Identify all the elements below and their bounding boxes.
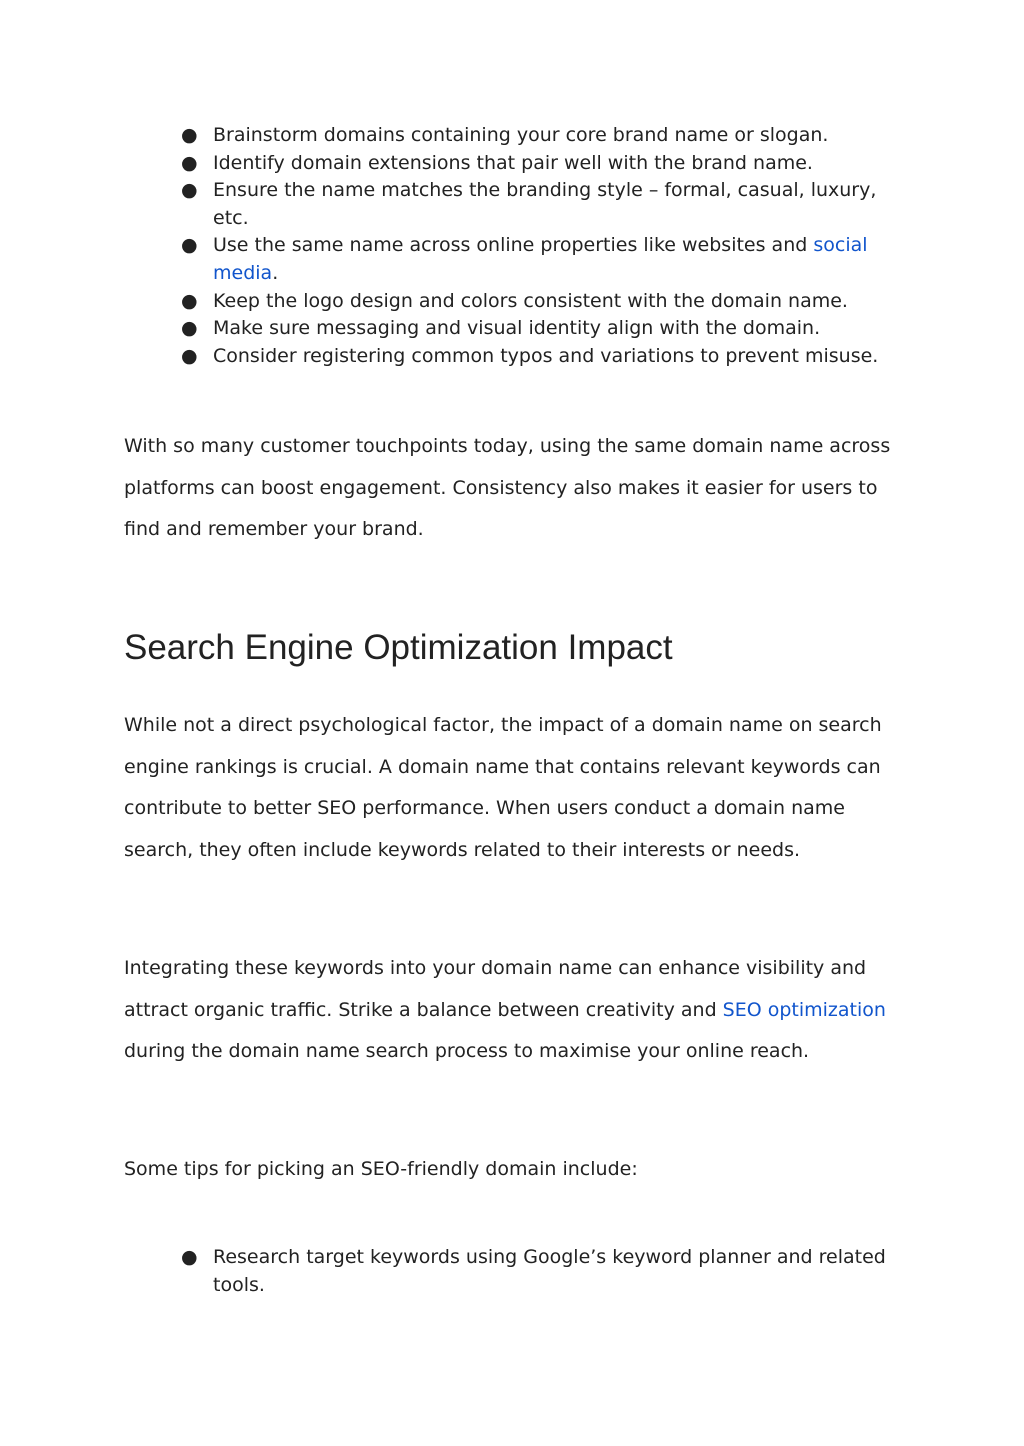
bullet-icon: ● (181, 234, 198, 257)
bullet-icon: ● (181, 1246, 198, 1268)
list-item (124, 315, 914, 343)
list-item-text: Research target keywords using Google’s keyword planner and related tools. (213, 1246, 886, 1296)
bullet-icon: ● (181, 151, 198, 174)
seo-optimization-link[interactable]: SEO optimization (722, 998, 886, 1021)
paragraph-text-suffix: during the domain name search process to maximise your online reach. (124, 1040, 810, 1063)
seo-impact-paragraph: While not a direct psychological factor, the impact of a domain name on search engine rankings is crucial. A domain name that contains relevant keywords can contribute to better SEO performance. When users conduct a domain name search, they often include keywords related to their interests or needs. (124, 714, 882, 861)
branding-tips-list (124, 122, 914, 370)
bullet-icon: ● (181, 344, 198, 367)
list-item-text: Use the same name across online properties like websites and (213, 234, 814, 257)
list-item-text: Make sure messaging and visual identity align with the domain. (213, 317, 821, 340)
list-item-text: Ensure the name matches the branding style – formal, casual, luxury, etc. (213, 179, 877, 229)
list-item-text: Consider registering common typos and variations to prevent misuse. (213, 344, 879, 367)
list-item-text: Brainstorm domains containing your core brand name or slogan. (213, 124, 829, 146)
list-item-text: Keep the logo design and colors consistent with the domain name. (213, 289, 848, 312)
section-heading: Search Engine Optimization Impact (124, 628, 673, 667)
paragraph-text: Integrating these keywords into your domain name can enhance visibility and attract organic traffic. Strike a balance between creativity and (124, 957, 867, 1021)
list-item (124, 1244, 914, 1299)
seo-keywords-paragraph (124, 948, 909, 1073)
consistency-paragraph: With so many customer touchpoints today, using the same domain name across platforms can boost engagement. Consistency also makes it easier for users to find and remember your brand. (124, 435, 891, 541)
bullet-icon: ● (181, 317, 198, 340)
list-item (124, 150, 914, 178)
tips-intro-paragraph: Some tips for picking an SEO-friendly domain include: (124, 1158, 638, 1180)
list-item (124, 343, 914, 371)
seo-tips-list (124, 1244, 914, 1299)
bullet-icon: ● (181, 124, 198, 146)
bullet-icon: ● (181, 179, 198, 202)
list-item (124, 232, 914, 287)
list-item-text-suffix: . (272, 261, 279, 284)
list-item-text: Identify domain extensions that pair well with the brand name. (213, 151, 813, 174)
list-item (124, 122, 914, 150)
social-media-link[interactable]: social media (213, 234, 868, 284)
bullet-icon: ● (181, 289, 198, 312)
list-item (124, 177, 914, 232)
list-item (124, 288, 914, 316)
